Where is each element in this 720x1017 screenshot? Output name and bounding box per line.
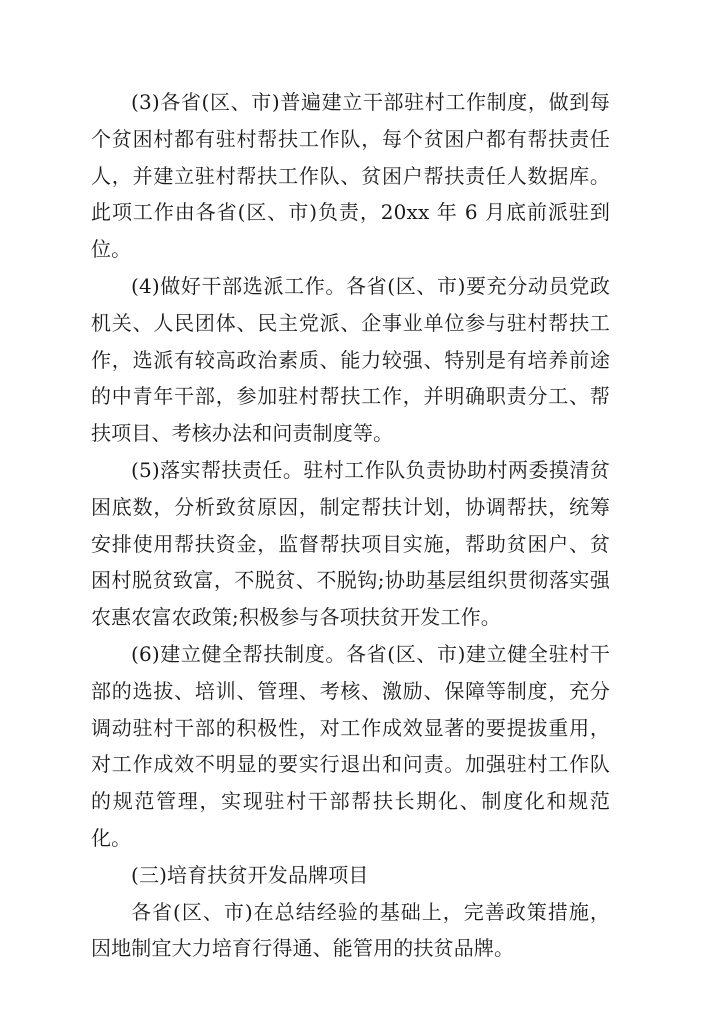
paragraph-3: (3)各省(区、市)普遍建立干部驻村工作制度，做到每个贫困村都有驻村帮扶工作队，每个贫困户都有帮扶责任人，并建立驻村帮扶工作队、贫困户帮扶责任人数据库。此项工作由各省(区、市)负责，20xx 年 6 月底前派驻到位。 <box>91 90 610 262</box>
paragraph-section-intro: 各省(区、市)在总结经验的基础上，完善政策措施，因地制宜大力培育行得通、能管用的扶贫品牌。 <box>91 899 610 961</box>
paragraph-4: (4)做好干部选派工作。各省(区、市)要充分动员党政机关、人民团体、民主党派、企事业单位参与驻村帮扶工作，选派有较高政治素质、能力较强、特别是有培养前途的中青年干部，参加驻村帮扶工作，并明确职责分工、帮扶项目、考核办法和问责制度等。 <box>91 273 610 446</box>
section-heading: (三)培育扶贫开发品牌项目 <box>131 862 369 887</box>
document-body <box>91 84 610 967</box>
paragraph-5: (5)落实帮扶责任。驻村工作队负责协助村两委摸清贫困底数，分析致贫原因，制定帮扶计划，协调帮扶，统筹安排使用帮扶资金，监督帮扶项目实施，帮助贫困户、贫困村脱贫致富，不脱贫、不脱钩;协助基层组织贯彻落实强农惠农富农政策;积极参与各项扶贫开发工作。 <box>91 457 610 630</box>
paragraph-6: (6)建立健全帮扶制度。各省(区、市)建立健全驻村干部的选拔、培训、管理、考核、激励、保障等制度，充分调动驻村干部的积极性，对工作成效显著的要提拔重用，对工作成效不明显的要实行退出和问责。加强驻村工作队的规范管理，实现驻村干部帮扶长期化、制度化和规范化。 <box>91 641 610 850</box>
